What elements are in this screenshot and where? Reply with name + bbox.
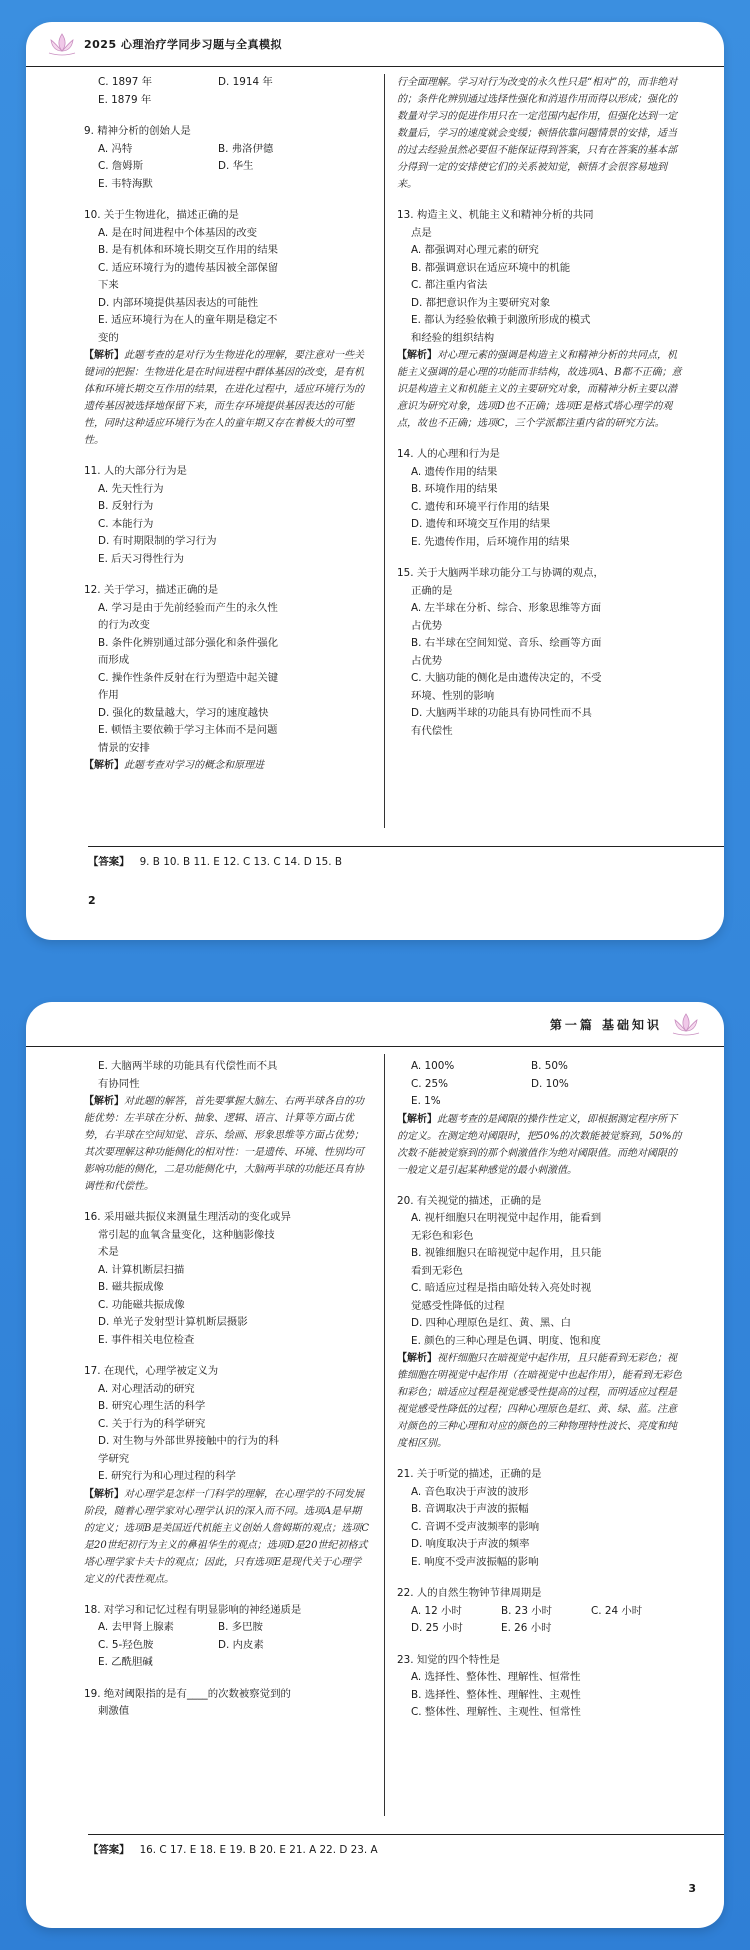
question-22: 22. 人的自然生物钟节律周期是 A. 12 小时 B. 23 小时 C. 24 小时 D. 25 小时 E. 26 小时: [397, 1587, 643, 1634]
explanation: 【解析】此题考查的是阈限的操作性定义，即根据测定程序所下的定义。在测定绝对阈限时，把50%的次数能被觉察到，50%的次数不能被觉察到的那个刺激值作为绝对阈限值。而绝对阈限的一般定义是引起某种感觉的最小刺激值。: [397, 1113, 682, 1176]
question-21: 21. 关于听觉的描述，正确的是 A. 音色取决于声波的波形 B. 音调取决于声波的振幅 C. 音调不受声波频率的影响 D. 响度取决于声波的频率 E. 响度不受声波振幅的影响: [397, 1468, 542, 1568]
question-23: 23. 知觉的四个特性是 A. 选择性、整体性、理解性、恒常性 B. 选择性、整体性、理解性、主观性 C. 整体性、理解性、主观性、恒常性: [397, 1653, 581, 1718]
question-16: 16. 采用磁共振仪来测量生理活动的变化或异 常引起的血氧含量变化，这种脑影像技 术是 A. 计算机断层扫描 B. 磁共振成像 C. 功能磁共振成像 D. 单光子发射型计算机断层摄影 E. 事件相关电位检查: [84, 1211, 291, 1346]
explanation: 【解析】对心理学是怎样一门科学的理解，在心理学的不同发展阶段，随着心理学家对心理学认识的深入而不同。选项A是早期的定义；选项B是美国近代机能主义创始人詹姆斯的观点；选项C是20世纪初行为主义的鼻祖华生的观点；选项D是20世纪初格式塔心理学家卡夫卡的观点；因此，只有选项E是现代关于心理学定义的代表性观点。: [84, 1488, 369, 1585]
right-column: [397, 74, 684, 774]
explanation-continued: 行全面理解。学习对行为改变的永久性只是“相对”的，而非绝对的；条件化辨别通过选择性强化和消退作用而得以形成；强化的数量对学习的促进作用只在一定范围内起作用，但强化达到一定数量后，学习的速度就会变缓；顿悟依靠问题情景的安排，适当的过去经验虽然必要但不能保证得到答案，只有在答案的基本部分得到一定的安排使它们的关系被知觉，顿悟才会很容易地到来。: [397, 77, 678, 190]
page-header: [26, 22, 724, 67]
page-number: 3: [688, 1882, 696, 1895]
option: E. 1879 年: [98, 93, 152, 106]
book-page-2: [26, 22, 724, 940]
question-13: 13. 构造主义、机能主义和精神分析的共同 点是 A. 都强调对心理元素的研究 B. 都强调意识在适应环境中的机能 C. 都注重内省法 D. 都把意识作为主要研究对象 E. 都认为经验依赖于刺激所形成的模式 和经验的组织结构 【解析】对心理元素的强调是构造主义和精神分析的共同点，机能主义强调的是心理的功能而非结构，故选项A、B都不正确；意识是构造主义和机能主义的主要研究对象，而精神分析主要以潜意识为研究对象，选项D也不正确；选项E是格式塔心理学的观点，故也不正确；选项C，三个学派都注重内省的研究方法。: [397, 207, 684, 432]
question-12: 12. 关于学习，描述正确的是 A. 学习是由于先前经验而产生的永久性 的行为改变 B. 条件化辨别通过部分强化和条件强化 而形成 C. 操作性条件反射在行为塑造中起关键 作用 D. 强化的数量越大，学习的速度越快 E. 顿悟主要依赖于学习主体而不是问题 情景的安排 【解析】此题考查对学习的概念和原理进: [84, 582, 371, 774]
question-15-continued: E. 大脑两半球的功能具有代偿性而不具 有协同性 【解析】对此题的解答，首先要掌握大脑左、右两半球各自的功能优势：左半球在分析、抽象、逻辑、语言、计算等方面占优势，右半球在空间知觉、音乐、绘画、形象思维等方面占优势；其次要理解这种功能侧化的相对性：一是遗传、环境、性别均可影响功能的侧化，二是功能侧化中，大脑两半球的功能还具有协调性和代偿性。: [84, 1058, 371, 1195]
section-title: 第一篇 基础知识: [549, 1017, 662, 1032]
page-number: 2: [88, 894, 96, 907]
answer-key: 【答案】 16. C 17. E 18. E 19. B 20. E 21. A 22. D 23. A: [88, 1834, 724, 1856]
page-header: [26, 1002, 724, 1047]
explanation: 【解析】对此题的解答，首先要掌握大脑左、右两半球各自的功能优势：左半球在分析、抽象、逻辑、语言、计算等方面占优势，右半球在空间知觉、音乐、绘画、形象思维等方面占优势；其次要理解这种功能侧化的相对性：一是遗传、环境、性别均可影响功能的侧化，二是功能侧化中，大脑两半球的功能还具有协调性和代偿性。: [84, 1096, 364, 1192]
lotus-logo-icon: [670, 1011, 702, 1037]
explanation: 【解析】视杆细胞只在暗视觉中起作用，且只能看到无彩色；视锥细胞在明视觉中起作用（在暗视觉中也起作用），能看到无彩色和彩色；暗适应过程是视觉感受性提高的过程，而明适应过程是视觉感受性降低的过程；四种心理原色是红、黄、绿、蓝。注意对颜色的三种心理和对应的颜色的三种物理特性波长、亮度和纯度相区别。: [397, 1353, 682, 1449]
question-14: 14. 人的心理和行为是 A. 遗传作用的结果 B. 环境作用的结果 C. 遗传和环境平行作用的结果 D. 遗传和环境交互作用的结果 E. 先遗传作用，后环境作用的结果: [397, 448, 570, 548]
book-title: 2025 心理治疗学同步习题与全真模拟: [84, 38, 282, 51]
question-17: 17. 在现代，心理学被定义为 A. 对心理活动的研究 B. 研究心理生活的科学 C. 关于行为的科学研究 D. 对生物与外部世界接触中的行为的科 学研究 E. 研究行为和心理过程的科学 【解析】对心理学是怎样一门科学的理解，在心理学的不同发展阶段，随着心理学家对心理学认识的深入而不同。选项A是早期的定义；选项B是美国近代机能主义创始人詹姆斯的观点；选项C是20世纪初行为主义的鼻祖华生的观点；选项D是20世纪初格式塔心理学家卡夫卡的观点；因此，只有选项E是现代关于心理学定义的代表性观点。: [84, 1363, 371, 1588]
question-19-options: A. 100% B. 50% C. 25% D. 10% E. 1% 【解析】此题考查的是阈限的操作性定义，即根据测定程序所下的定义。在测定绝对阈限时，把50%的次数能被觉察到，50%的次数不能被觉察到的那个刺激值作为绝对阈限值。而绝对阈限的一般定义是引起某种感觉的最小刺激值。: [397, 1058, 684, 1179]
question-20: 20. 有关视觉的描述，正确的是 A. 视杆细胞只在明视觉中起作用，能看到 无彩色和彩色 B. 视锥细胞只在暗视觉中起作用，且只能 看到无彩色 C. 暗适应过程是指由暗处转入亮处时视 觉感受性降低的过程 D. 四种心理原色是红、黄、黑、白 E. 颜色的三种心理是色调、明度、饱和度 【解析】视杆细胞只在暗视觉中起作用，且只能看到无彩色；视锥细胞在明视觉中起作用（在暗视觉中也起作用），能看到无彩色和彩色；暗适应过程是视觉感受性提高的过程，而明适应过程是视觉感受性降低的过程；四种心理原色是红、黄、绿、蓝。注意对颜色的三种心理和对应的颜色的三种物理特性波长、亮度和纯度相区别。: [397, 1193, 684, 1453]
question-9: 9. 精神分析的创始人是 A. 冯特 B. 弗洛伊德 C. 詹姆斯 D. 华生 E. 韦特海默: [84, 125, 274, 190]
explanation: 【解析】此题考查对学习的概念和原理进: [84, 760, 264, 771]
book-page-3: [26, 1002, 724, 1928]
answer-key: 【答案】 9. B 10. B 11. E 12. C 13. C 14. D 15. B: [88, 846, 724, 868]
right-column: [397, 1058, 684, 1722]
explanation: 【解析】此题考查的是对行为生物进化的理解，要注意对一些关键词的把握：生物进化是在时间进程中群体基因的改变，是有机体和环境长期交互作用的结果，在进化过程中，适应环境行为的遗传基因被选择地保留下来，而生存环境提供基因表达的可能性，同时这种适应环境行为在人的童年期又存在着极大的可塑性。: [84, 350, 364, 446]
question-19: 19. 绝对阈限指的是有____的次数被察觉到的 刺激值: [84, 1687, 291, 1717]
question-15: 15. 关于大脑两半球功能分工与协调的观点， 正确的是 A. 左半球在分析、综合、形象思维等方面 占优势 B. 右半球在空间知觉、音乐、绘画等方面 占优势 C. 大脑功能的侧化是由遗传决定的，不受 环境、性别的影响 D. 大脑两半球的功能具有协同性而不具 有代偿性: [397, 567, 604, 737]
explanation: 【解析】对心理元素的强调是构造主义和精神分析的共同点，机能主义强调的是心理的功能而非结构，故选项A、B都不正确；意识是构造主义和机能主义的主要研究对象，而精神分析主要以潜意识为研究对象，选项D也不正确；选项E是格式塔心理学的观点，故也不正确；选项C，三个学派都注重内省的研究方法。: [397, 350, 682, 429]
question-10: 10. 关于生物进化，描述正确的是 A. 是在时间进程中个体基因的改变 B. 是有机体和环境长期交互作用的结果 C. 适应环境行为的遗传基因被全部保留 下来 D. 内部环境提供基因表达的可能性 E. 适应环境行为在人的童年期是稳定不 变的 【解析】此题考查的是对行为生物进化的理解，要注意对一些关键词的把握：生物进化是在时间进程中群体基因的改变，是有机体和环境长期交互作用的结果，在进化过程中，适应环境行为的遗传基因被选择地保留下来，而生存环境提供基因表达的可能性，同时这种适应环境行为在人的童年期又存在着极大的可塑性。: [84, 207, 371, 449]
left-column: [84, 1058, 371, 1722]
q8-options: C. 1897 年 D. 1914 年: [98, 76, 273, 88]
left-column: [84, 74, 371, 774]
lotus-logo-icon: [46, 31, 78, 57]
question-18: 18. 对学习和记忆过程有明显影响的神经递质是 A. 去甲肾上腺素 B. 多巴胺 C. 5-羟色胺 D. 内皮素 E. 乙酰胆碱: [84, 1603, 302, 1668]
question-11: 11. 人的大部分行为是 A. 先天性行为 B. 反射行为 C. 本能行为 D. 有时期限制的学习行为 E. 后天习得性行为: [84, 465, 217, 565]
